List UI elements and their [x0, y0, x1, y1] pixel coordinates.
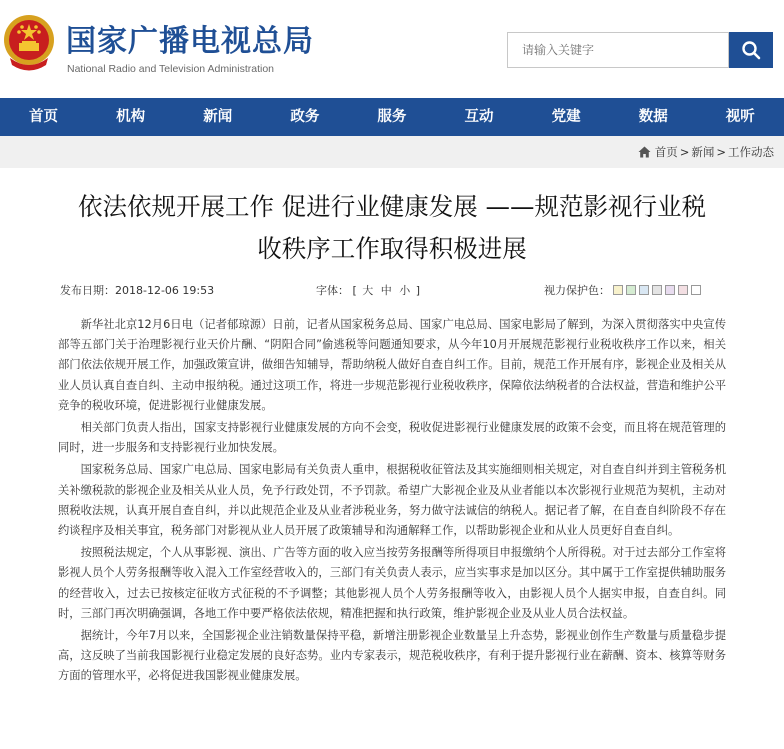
- article-paragraph: 相关部门负责人指出，国家支持影视行业健康发展的方向不会变，税收促进影视行业健康发展的政策不会变，而且将在规范管理的同时，进一步服务和支持影视行业加快发展。: [58, 421, 726, 455]
- home-icon: [638, 146, 651, 158]
- breadcrumb-bar: [0, 136, 784, 168]
- publish-date-label: 发布日期：: [60, 284, 115, 297]
- nav-item-government-affairs[interactable]: 政务: [290, 109, 320, 125]
- font-size-label: 字体：: [316, 284, 349, 297]
- main-nav: [0, 98, 784, 136]
- breadcrumb: [638, 144, 774, 160]
- nav-item-party-building[interactable]: 党建: [551, 109, 581, 125]
- breadcrumb-separator: >: [716, 145, 726, 159]
- font-size-medium[interactable]: 中: [380, 284, 392, 297]
- breadcrumb-work-updates[interactable]: 工作动态: [728, 145, 774, 159]
- article-title-line-1: 依法依规开展工作 促进行业健康发展 ——规范影视行业税: [77, 192, 707, 221]
- eye-protection-label: 视力保护色：: [544, 284, 610, 297]
- font-size-large[interactable]: 大: [362, 284, 374, 297]
- eye-color-swatch-7[interactable]: [691, 285, 701, 295]
- eye-protection-colors: [544, 282, 701, 298]
- search-button[interactable]: [729, 32, 773, 68]
- site-title: 国家广播电视总局: [66, 24, 314, 59]
- site-subtitle: National Radio and Television Administration: [67, 63, 275, 75]
- breadcrumb-news[interactable]: 新闻: [691, 145, 715, 159]
- publish-date-value: 2018-12-06 19:53: [115, 284, 215, 297]
- national-emblem-icon: [2, 10, 56, 74]
- breadcrumb-home[interactable]: 首页: [654, 145, 678, 159]
- font-size-small[interactable]: 小: [399, 284, 411, 297]
- font-size-selector: [316, 282, 420, 298]
- nav-item-news[interactable]: 新闻: [203, 109, 233, 125]
- article-body: [58, 315, 726, 689]
- eye-color-swatch-2[interactable]: [626, 285, 636, 295]
- nav-item-interaction[interactable]: 互动: [464, 109, 494, 125]
- breadcrumb-separator: >: [679, 145, 690, 159]
- article-meta: [0, 282, 784, 302]
- article-paragraph: 据统计，今年7月以来，全国影视企业注销数量保持平稳，新增注册影视企业数量呈上升态势，影视业创作生产数量与质量稳步提高，这反映了当前我国影视行业稳定发展的良好态势。业内专家表示，规范税收秩序，有利于提升影视行业在薪酬、资本、核算等财务方面的管理水平，必将促进我国影视业健康发展。: [58, 629, 726, 683]
- article-paragraph: 国家税务总局、国家广电总局、国家电影局有关负责人重申，根据税收征管法及其实施细则相关规定，对自查自纠并到主管税务机关补缴税款的影视企业及相关从业人员，免予行政处罚，不予罚款。希望广大影视企业及从业者能以本次影视行业规范为契机，主动对照税收法规，认真开展自查自纠，并以此规范企业及从业者涉税业务，努力做守法诚信的纳税人。据记者了解，在自查自纠阶段不存在约谈程序及相关事宜，税务部门对影视从业人员开展了政策辅导和沟通解释工作，以帮助影视企业和从业人员更好自查自纠。: [58, 463, 726, 538]
- site-header: [0, 0, 784, 98]
- eye-color-swatch-3[interactable]: [639, 285, 649, 295]
- eye-color-swatch-1[interactable]: [613, 285, 623, 295]
- article-paragraph: 按照税法规定，个人从事影视、演出、广告等方面的收入应当按劳务报酬等所得项目申报缴纳个人所得税。对于过去部分工作室将影视人员个人劳务报酬等收入混入工作室经营收入的，三部门有关负责人表示，应当实事求是加以区分。其中属于工作室提供辅助服务的经营收入，过去已按核定征收方式征税的不予调整；其他影视人员个人劳务报酬等收入，由影视人员个人据实申报，自查自纠。同时，三部门再次明确强调，各地工作中要严格依法依规，精准把握和执行政策，维护影视企业及从业人员合法权益。: [58, 546, 726, 620]
- article-title: [0, 186, 784, 270]
- nav-item-services[interactable]: 服务: [377, 109, 407, 125]
- eye-color-swatch-6[interactable]: [678, 285, 688, 295]
- search-icon: [741, 40, 761, 60]
- nav-item-home[interactable]: 首页: [29, 109, 59, 125]
- article-title-line-2: 收秩序工作取得积极进展: [257, 234, 527, 263]
- publish-date: [60, 282, 214, 298]
- search-input[interactable]: [507, 32, 729, 68]
- font-bracket-close: ]: [415, 284, 421, 297]
- eye-color-swatch-5[interactable]: [665, 285, 675, 295]
- nav-item-data[interactable]: 数据: [638, 109, 668, 125]
- nav-item-audiovisual[interactable]: 视听: [725, 109, 755, 125]
- nav-item-organization[interactable]: 机构: [116, 109, 146, 125]
- article-paragraph: 新华社北京12月6日电（记者郁琼源）日前，记者从国家税务总局、国家广电总局、国家电影局了解到，为深入贯彻落实中央宣传部等五部门关于治理影视行业天价片酬、“阴阳合同”偷逃税等问题通知要求，从今年10月开展规范影视行业税收秩序工作以来，相关部门依法依规开展工作，加强政策宣讲，做细告知辅导，帮助纳税人做好自查自纠工作。目前，规范工作开展有序，影视企业及相关从业人员认真自查自纠、主动申报纳税。通过这项工作，将进一步规范影视行业税收秩序，保障依法纳税者的合法权益，营造和维护公平竞争的税收环境，促进影视行业健康发展。: [58, 318, 726, 412]
- eye-color-swatch-4[interactable]: [652, 285, 662, 295]
- font-bracket-open: [: [352, 284, 357, 297]
